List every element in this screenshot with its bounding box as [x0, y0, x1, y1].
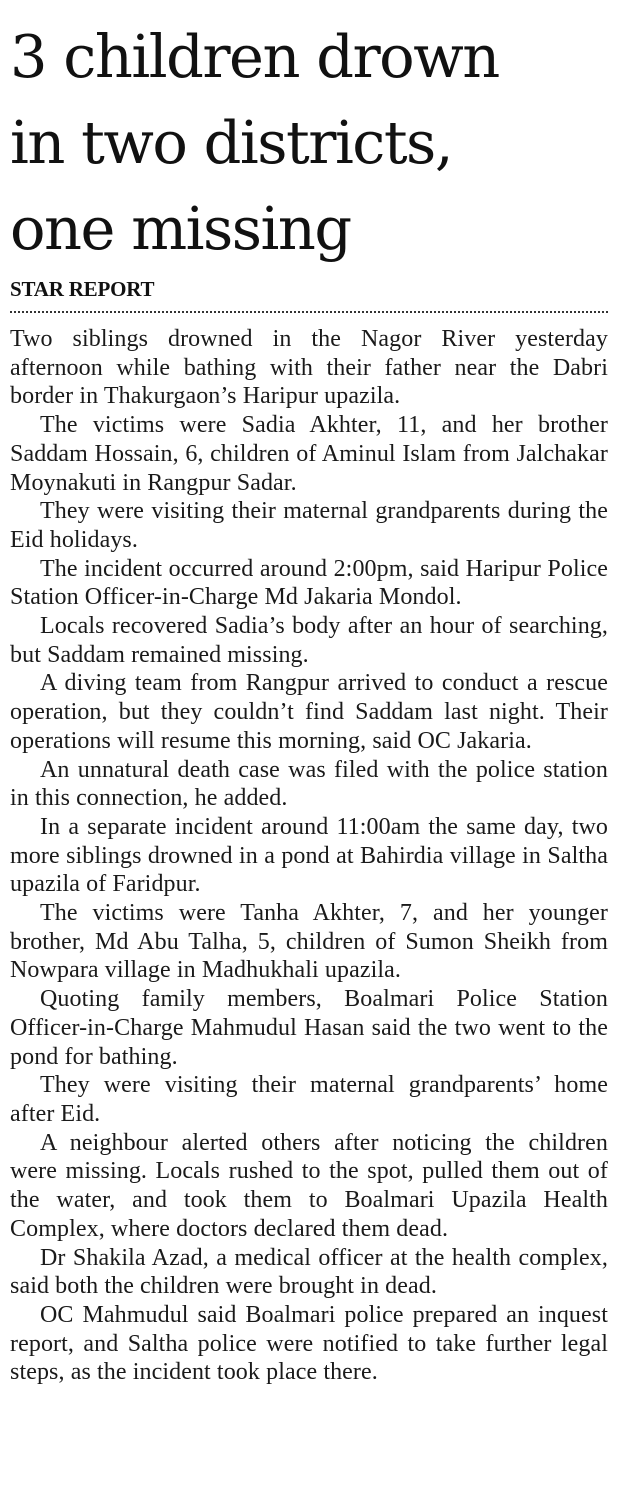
paragraph: In a separate incident around 11:00am the same day, two more siblings drowned in a pond at Bahirdia village in Saltha upazila of Faridpur.: [10, 813, 608, 898]
paragraph: A neighbour alerted others after noticing the children were missing. Locals rushed to the spot, pulled them out of the water, and took them to Boalmari Upazila Health Complex, where doctors declared them dead.: [10, 1129, 608, 1242]
paragraph: The victims were Tanha Akhter, 7, and her younger brother, Md Abu Talha, 5, children of Sumon Sheikh from Nowpara village in Madhukhali upazila.: [10, 900, 608, 984]
paragraph: Locals recovered Sadia’s body after an hour of searching, but Saddam remained missing.: [10, 613, 608, 668]
paragraph: They were visiting their maternal grandparents’ home after Eid.: [10, 1072, 608, 1127]
dotted-divider: [10, 311, 608, 313]
byline: STAR REPORT: [10, 277, 155, 301]
news-article: [10, 0, 608, 1387]
headline-line: 3 children drown: [10, 22, 499, 91]
paragraph: An unnatural death case was filed with the police station in this connection, he added.: [10, 756, 608, 812]
paragraph: OC Mahmudul said Boalmari police prepared an inquest report, and Saltha police were notified to take further legal steps, as the incident took place there.: [10, 1301, 608, 1386]
headline: [10, 0, 608, 272]
paragraph: They were visiting their maternal grandparents during the Eid holidays.: [10, 498, 608, 553]
paragraph: A diving team from Rangpur arrived to conduct a rescue operation, but they couldn’t find Saddam last night. Their operations will resume this morning, said OC Jakaria.: [10, 670, 608, 754]
paragraph: Dr Shakila Azad, a medical officer at the health complex, said both the children were brought in dead.: [10, 1244, 608, 1300]
paragraph: Quoting family members, Boalmari Police Station Officer-in-Charge Mahmudul Hasan said the two went to the pond for bathing.: [10, 986, 608, 1070]
headline-line: one missing: [10, 194, 351, 263]
article-body: [10, 325, 608, 1387]
paragraph: The victims were Sadia Akhter, 11, and her brother Saddam Hossain, 6, children of Aminul Islam from Jalchakar Moynakuti in Rangpur Sadar.: [10, 412, 608, 496]
paragraph: Two siblings drowned in the Nagor River yesterday afternoon while bathing with their father near the Dabri border in Thakurgaon’s Haripur upazila.: [10, 326, 608, 410]
headline-line: in two districts,: [10, 108, 453, 177]
paragraph: The incident occurred around 2:00pm, said Haripur Police Station Officer-in-Charge Md Jakaria Mondol.: [10, 555, 608, 611]
